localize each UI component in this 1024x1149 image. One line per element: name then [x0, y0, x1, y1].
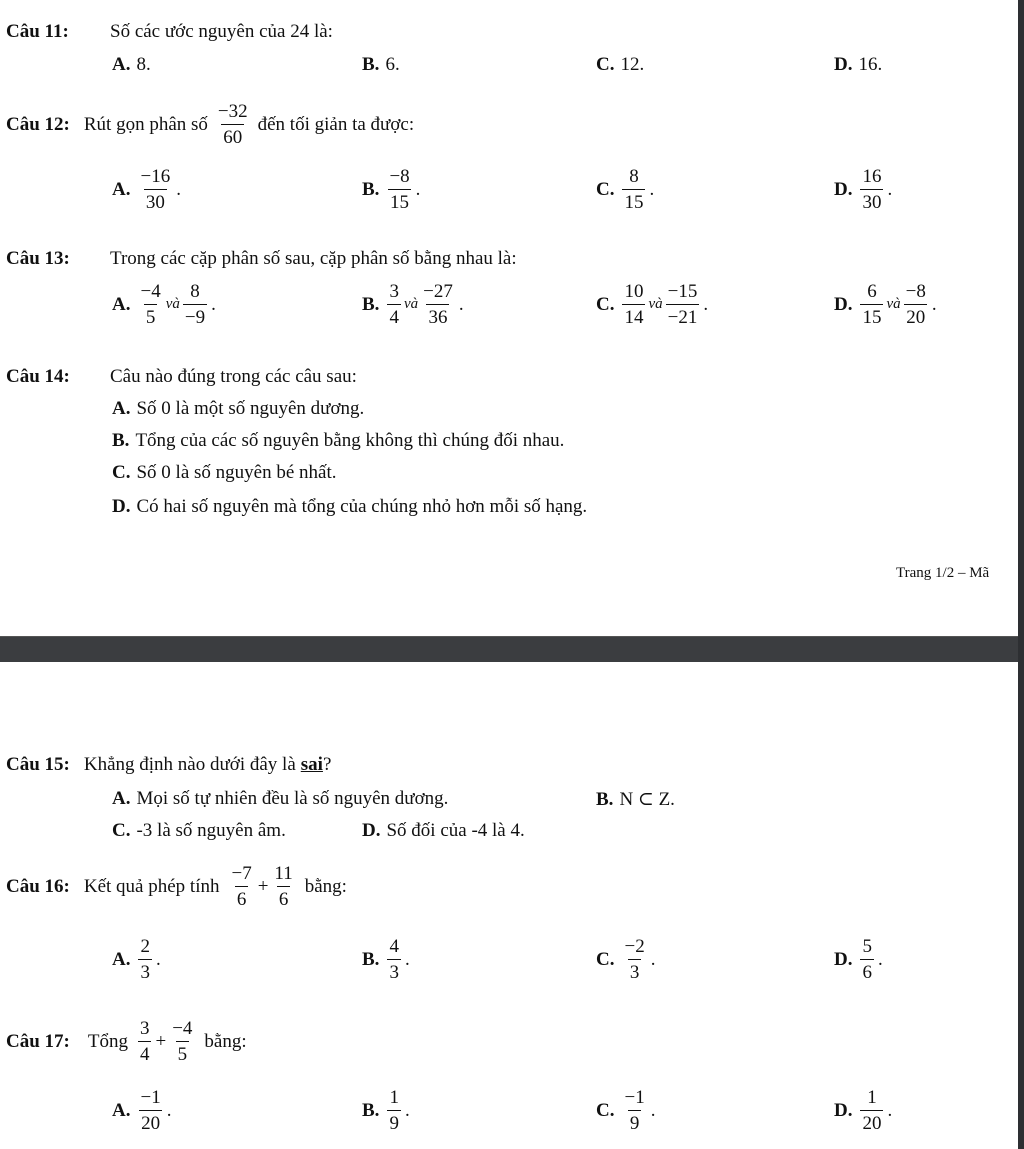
option-a: A. $\frac{-4}{5}$ và $\frac{8}{-9}$ .	[112, 281, 216, 328]
fraction: $\frac{-8}{15}$	[389, 166, 410, 213]
option-c: C. $\frac{8}{15}$ .	[596, 166, 655, 213]
option-c: C. -3 là số nguyên âm.	[112, 820, 286, 841]
option-b: B. Tổng của các số nguyên bằng không thì chúng đối nhau.	[112, 430, 565, 451]
option-d: D. $\frac{5}{6}$ .	[834, 936, 883, 983]
option-a: A. $\frac{2}{3}$ .	[112, 936, 161, 983]
option-b: B. $\frac{4}{3}$ .	[362, 936, 410, 983]
fraction: $\frac{-1}{9}$	[624, 1087, 645, 1134]
question-text: Số các ước nguyên của 24 là:	[110, 21, 333, 42]
question-number: Câu 14:	[6, 366, 70, 387]
fraction: $\frac{5}{6}$	[862, 936, 872, 983]
fraction: $\frac{3}{4}$	[139, 1018, 150, 1065]
fraction: $\frac{-1}{20}$	[140, 1087, 161, 1134]
conjunction: và	[648, 296, 663, 312]
option-c: C. $\frac{10}{14}$ và $\frac{-15}{-21}$ .	[596, 281, 709, 328]
option-c: C. Số 0 là số nguyên bé nhất.	[112, 462, 337, 483]
question-text: Tổng	[87, 1030, 128, 1052]
page-footer: Trang 1/2 – Mã	[896, 565, 990, 581]
fraction: $\frac{3}{4}$	[389, 281, 399, 328]
question-text-after: bằng:	[204, 1030, 247, 1052]
question-line	[6, 102, 414, 147]
option-b: B. $\frac{3}{4}$ và $\frac{-27}{36}$ .	[362, 281, 464, 328]
conjunction: và	[403, 296, 419, 312]
option-a: A. 8.	[112, 54, 151, 75]
question-line	[6, 864, 347, 909]
option-c: C. 12.	[596, 54, 645, 75]
option-c: C. $\frac{-2}{3}$ .	[596, 936, 656, 983]
option-d: D. $\frac{1}{20}$ .	[834, 1087, 893, 1134]
option-a: A. Mọi số tự nhiên đều là số nguyên dương.	[112, 788, 449, 809]
plus-sign: +	[257, 875, 269, 897]
fraction: $\frac{-15}{-21}$	[667, 281, 698, 328]
fraction: $\frac{-8}{20}$	[905, 281, 926, 328]
conjunction: và	[165, 296, 180, 312]
option-b: B. 6.	[362, 54, 400, 75]
emphasis-word: sai	[300, 754, 323, 775]
fraction: $\frac{-32}{60}$	[217, 101, 248, 148]
option-b: B. $\frac{-8}{15}$ .	[362, 166, 421, 213]
fraction: $\frac{1}{9}$	[389, 1087, 399, 1134]
option-a: A. Số 0 là một số nguyên dương.	[112, 398, 365, 419]
question-text-after: bằng:	[304, 875, 347, 897]
question-number: Câu 11:	[6, 21, 69, 42]
question-line	[6, 1019, 247, 1064]
fraction: $\frac{2}{3}$	[140, 936, 150, 983]
question-mark: ?	[322, 754, 332, 775]
option-d: D. 16.	[834, 54, 883, 75]
fraction: $\frac{10}{14}$	[624, 281, 644, 328]
option-d: D. Số đối của -4 là 4.	[362, 820, 525, 841]
fraction: $\frac{6}{15}$	[862, 281, 882, 328]
conjunction: và	[886, 296, 901, 312]
plus-sign: +	[155, 1030, 167, 1052]
fraction: $\frac{-27}{36}$	[423, 281, 453, 328]
fraction: $\frac{1}{20}$	[862, 1087, 882, 1134]
fraction: $\frac{-4}{5}$	[140, 281, 161, 328]
fraction: $\frac{-4}{5}$	[172, 1018, 193, 1065]
option-a: A. $\frac{-16}{30}$ .	[112, 166, 181, 213]
fraction: $\frac{16}{30}$	[862, 166, 882, 213]
fraction: $\frac{-7}{6}$	[231, 863, 252, 910]
question-number: Câu 12:	[6, 113, 70, 135]
option-d: D. $\frac{16}{30}$ .	[834, 166, 893, 213]
fraction: $\frac{11}{6}$	[274, 863, 293, 910]
question-text: Rút gọn phân số	[83, 113, 208, 135]
question-text: Câu nào đúng trong các câu sau:	[110, 366, 357, 387]
viewer-right-edge	[1018, 0, 1024, 1149]
option-b: B. $\frac{1}{9}$ .	[362, 1087, 410, 1134]
option-c: C. $\frac{-1}{9}$ .	[596, 1087, 656, 1134]
question-text: Khẳng định nào dưới đây là	[83, 754, 296, 775]
option-b: B. N ⊂ Z.	[596, 788, 675, 810]
fraction: $\frac{4}{3}$	[389, 936, 399, 983]
question-number: Câu 17:	[6, 1030, 70, 1052]
question-text: Trong các cặp phân số sau, cặp phân số bằng nhau là:	[110, 248, 517, 269]
option-a: A. $\frac{-1}{20}$ .	[112, 1087, 172, 1134]
fraction: $\frac{-16}{30}$	[140, 166, 171, 213]
fraction: $\frac{-2}{3}$	[624, 936, 645, 983]
question-text: Kết quả phép tính	[83, 875, 220, 897]
question-text-after: đến tối giản ta được:	[257, 113, 415, 135]
question-line	[6, 754, 331, 776]
question-number: Câu 15:	[6, 754, 70, 775]
page-separator	[0, 636, 1024, 662]
question-number: Câu 16:	[6, 875, 70, 897]
fraction: $\frac{8}{-9}$	[184, 281, 206, 328]
question-number: Câu 13:	[6, 248, 70, 269]
option-d: D. $\frac{6}{15}$ và $\frac{-8}{20}$ .	[834, 281, 937, 328]
option-d: D. Có hai số nguyên mà tổng của chúng nhỏ hơn mỗi số hạng.	[112, 496, 588, 517]
page-2	[0, 662, 1024, 1149]
fraction: $\frac{8}{15}$	[624, 166, 644, 213]
